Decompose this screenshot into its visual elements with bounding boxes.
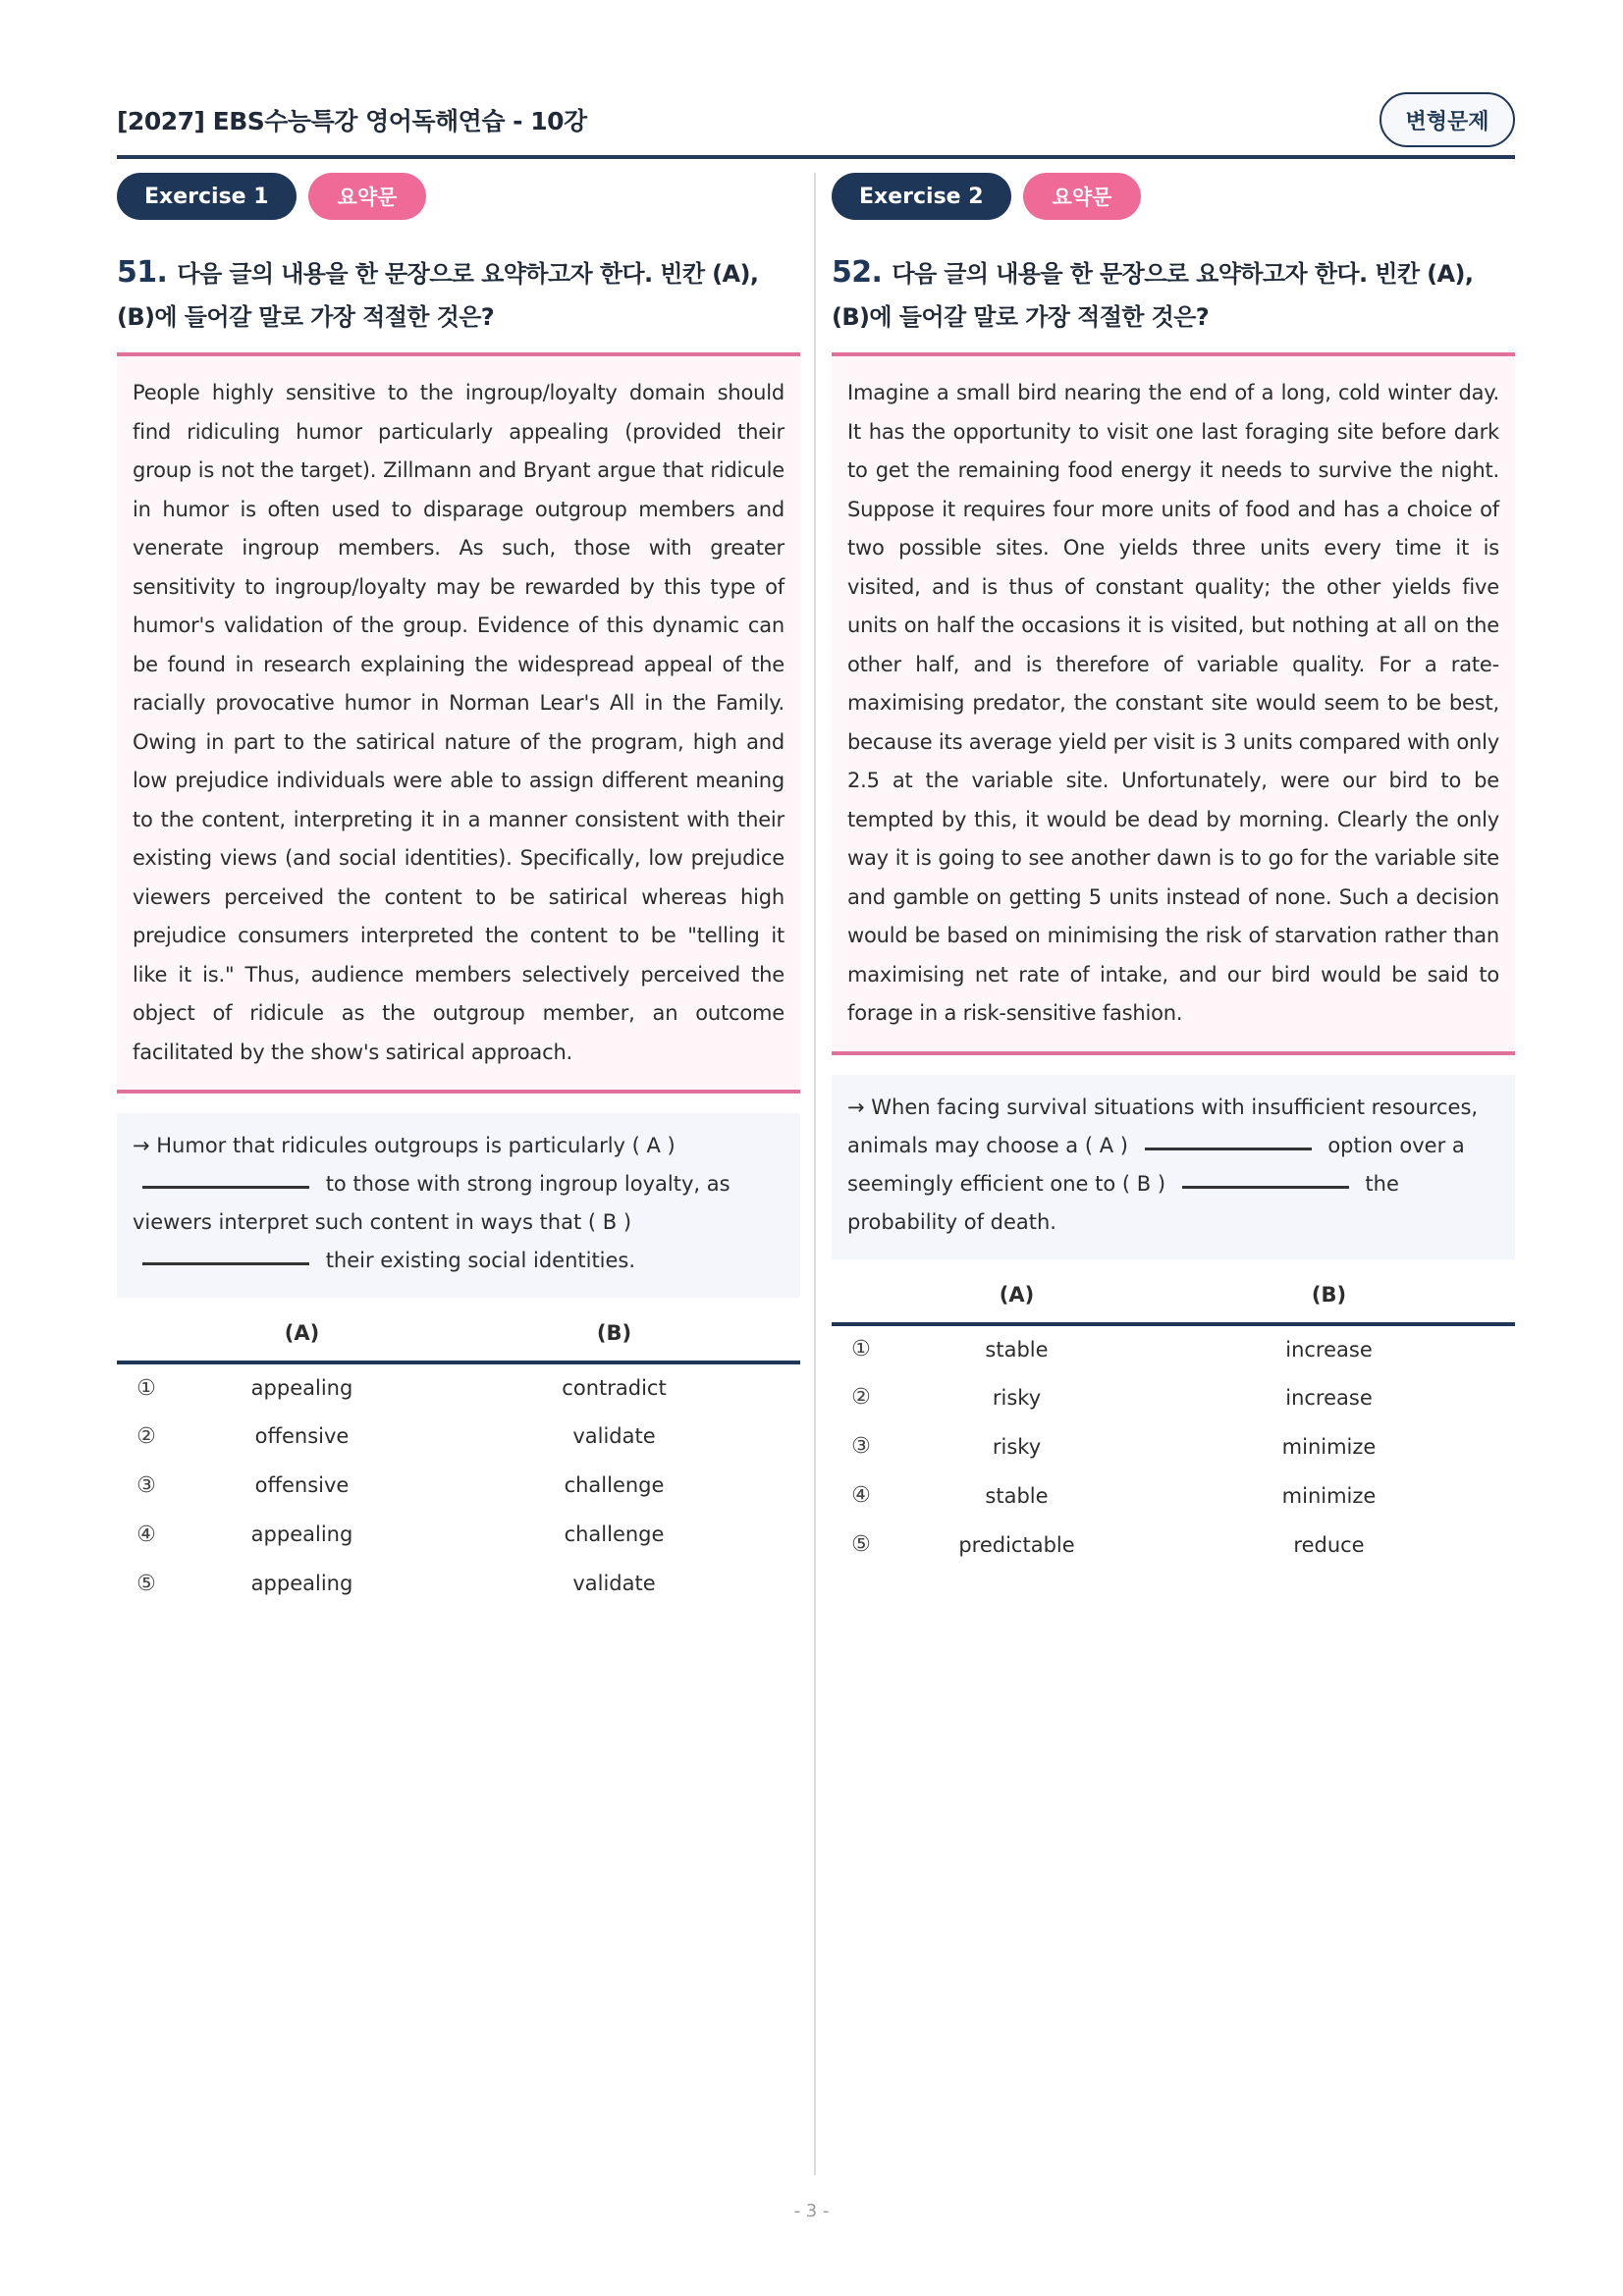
exercise-tag: Exercise 2 bbox=[832, 173, 1011, 220]
summary-part-2: to those with strong ingroup loyalty, as viewers interpret such content in ways that ( B ) bbox=[133, 1172, 730, 1234]
option-number: ④ bbox=[136, 1522, 156, 1547]
exercise-tags bbox=[117, 173, 800, 222]
summary-part-1: → When facing survival situations with insufficient resources, animals may choose a ( A ) bbox=[847, 1095, 1479, 1157]
answer-option-2[interactable] bbox=[117, 1412, 800, 1461]
option-a: appealing bbox=[250, 1572, 353, 1595]
exercise-tags bbox=[832, 173, 1515, 222]
option-b: increase bbox=[1285, 1337, 1373, 1362]
option-number: ① bbox=[851, 1337, 871, 1362]
summary-part-2: option over a seemingly efficient one to ( B ) bbox=[847, 1133, 1465, 1196]
option-a: predictable bbox=[958, 1532, 1075, 1557]
option-number: ② bbox=[851, 1385, 871, 1410]
answer-option-3[interactable] bbox=[117, 1461, 800, 1510]
answer-option-5[interactable] bbox=[832, 1521, 1515, 1570]
question-text: 다음 글의 내용을 한 문장으로 요약하고자 한다. 빈칸 (A), (B)에 들어갈 말로 가장 적절한 것은? bbox=[117, 260, 759, 331]
option-number: ③ bbox=[851, 1434, 871, 1459]
option-a: risky bbox=[992, 1385, 1042, 1410]
variant-problem-badge: 변형문제 bbox=[1380, 92, 1515, 147]
question-type-tag: 요약문 bbox=[308, 173, 427, 220]
option-a: risky bbox=[992, 1434, 1042, 1459]
answer-option-1[interactable] bbox=[832, 1324, 1515, 1373]
question-type-tag: 요약문 bbox=[1023, 173, 1142, 220]
exercise-2 bbox=[832, 173, 1515, 1570]
header-rule bbox=[117, 155, 1515, 159]
option-number: ⑤ bbox=[851, 1532, 871, 1557]
answer-option-4[interactable] bbox=[832, 1471, 1515, 1521]
page-header-title: [2027] EBS수능특강 영어독해연습 - 10강 bbox=[117, 107, 587, 135]
option-number: ⑤ bbox=[136, 1571, 156, 1596]
option-b: validate bbox=[572, 1572, 656, 1595]
answer-options-table bbox=[832, 1267, 1515, 1570]
option-a: appealing bbox=[250, 1376, 353, 1400]
option-a: offensive bbox=[254, 1473, 350, 1497]
question-number: 51. bbox=[117, 255, 168, 290]
summary-sentence bbox=[832, 1075, 1515, 1259]
summary-sentence bbox=[117, 1113, 800, 1298]
options-header-a: (A) bbox=[176, 1306, 428, 1362]
option-a: offensive bbox=[254, 1424, 350, 1448]
column-divider bbox=[814, 173, 816, 2175]
option-a: appealing bbox=[250, 1522, 353, 1546]
passage: People highly sensitive to the ingroup/loyalty domain should find ridiculing humor particularly appealing (provided their group is not the target). Zillmann and Bryant argue that ridicule in humor is often used to disparage outgroup members and venerate ingroup members. As such, those with greater sensitivity to ingroup/loyalty may be rewarded by this type of humor's validation of the group. Evidence of this dynamic can be found in research explaining the widespread appeal of the racially provocative humor in Norman Lear's All in the Family. Owing in part to the satirical nature of the program, high and low prejudice individuals were able to assign different meaning to the content, interpreting it in a manner consistent with their existing views (and social identities). Specifically, low prejudice viewers perceived the content to be satirical whereas high prejudice consumers interpreted the content to be "telling it like it is." Thus, audience members selectively perceived the object of ridicule as the outgroup member, an outcome facilitated by the show's satirical approach. bbox=[117, 352, 800, 1094]
answer-option-4[interactable] bbox=[117, 1510, 800, 1559]
answer-options-table bbox=[117, 1306, 800, 1608]
option-number: ④ bbox=[851, 1483, 871, 1508]
exercise-1 bbox=[117, 173, 800, 1608]
options-header-blank bbox=[117, 1306, 176, 1362]
blank-b bbox=[1182, 1186, 1349, 1189]
option-b: minimize bbox=[1281, 1434, 1377, 1459]
options-header-a: (A) bbox=[891, 1267, 1143, 1324]
question-prompt bbox=[832, 251, 1515, 339]
passage: Imagine a small bird nearing the end of a long, cold winter day. It has the opportunity to visit one last foraging site before dark to get the remaining food energy it needs to survive the night. Suppose it requires four more units of food and has a choice of two possible sites. One yields three units every time it is visited, and is thus of constant quality; the other yields five units on half the occasions it is visited, but nothing at all on the other half, and is therefore of variable quality. For a rate-maximising predator, the constant site would seem to be best, because its average yield per visit is 3 units compared with only 2.5 at the variable site. Unfortunately, were our bird to be tempted by this, it would be dead by morning. Clearly the only way it is going to see another dawn is to go for the variable site and gamble on getting 5 units instead of none. Such a decision would be based on minimising the risk of starvation rather than maximising net rate of intake, and our bird would be said to forage in a risk-sensitive fashion. bbox=[832, 352, 1515, 1055]
option-number: ② bbox=[136, 1423, 156, 1449]
option-b: contradict bbox=[562, 1376, 667, 1400]
answer-option-3[interactable] bbox=[832, 1422, 1515, 1471]
option-number: ③ bbox=[136, 1472, 156, 1498]
options-header-b: (B) bbox=[428, 1306, 800, 1362]
option-b: increase bbox=[1285, 1385, 1373, 1410]
exercise-tag: Exercise 1 bbox=[117, 173, 297, 220]
option-b: minimize bbox=[1281, 1483, 1377, 1508]
option-a: stable bbox=[985, 1483, 1049, 1508]
blank-b bbox=[142, 1262, 309, 1265]
options-header-blank bbox=[832, 1267, 891, 1324]
answer-option-1[interactable] bbox=[117, 1362, 800, 1412]
question-prompt bbox=[117, 251, 800, 339]
question-text: 다음 글의 내용을 한 문장으로 요약하고자 한다. 빈칸 (A), (B)에 들어갈 말로 가장 적절한 것은? bbox=[832, 260, 1474, 331]
page-number: - 3 - bbox=[793, 2201, 830, 2221]
option-number: ① bbox=[136, 1375, 156, 1401]
option-b: reduce bbox=[1293, 1532, 1365, 1557]
answer-option-5[interactable] bbox=[117, 1559, 800, 1608]
blank-a bbox=[1145, 1148, 1312, 1150]
answer-option-2[interactable] bbox=[832, 1373, 1515, 1422]
summary-part-1: → Humor that ridicules outgroups is particularly ( A ) bbox=[133, 1134, 676, 1157]
summary-part-3: the probability of death. bbox=[847, 1171, 1399, 1234]
question-number: 52. bbox=[832, 255, 883, 290]
blank-a bbox=[142, 1186, 309, 1189]
options-header-b: (B) bbox=[1143, 1267, 1515, 1324]
option-b: challenge bbox=[564, 1473, 665, 1497]
option-b: challenge bbox=[564, 1522, 665, 1546]
option-a: stable bbox=[985, 1337, 1049, 1362]
summary-part-3: their existing social identities. bbox=[325, 1249, 636, 1272]
option-b: validate bbox=[572, 1424, 656, 1448]
